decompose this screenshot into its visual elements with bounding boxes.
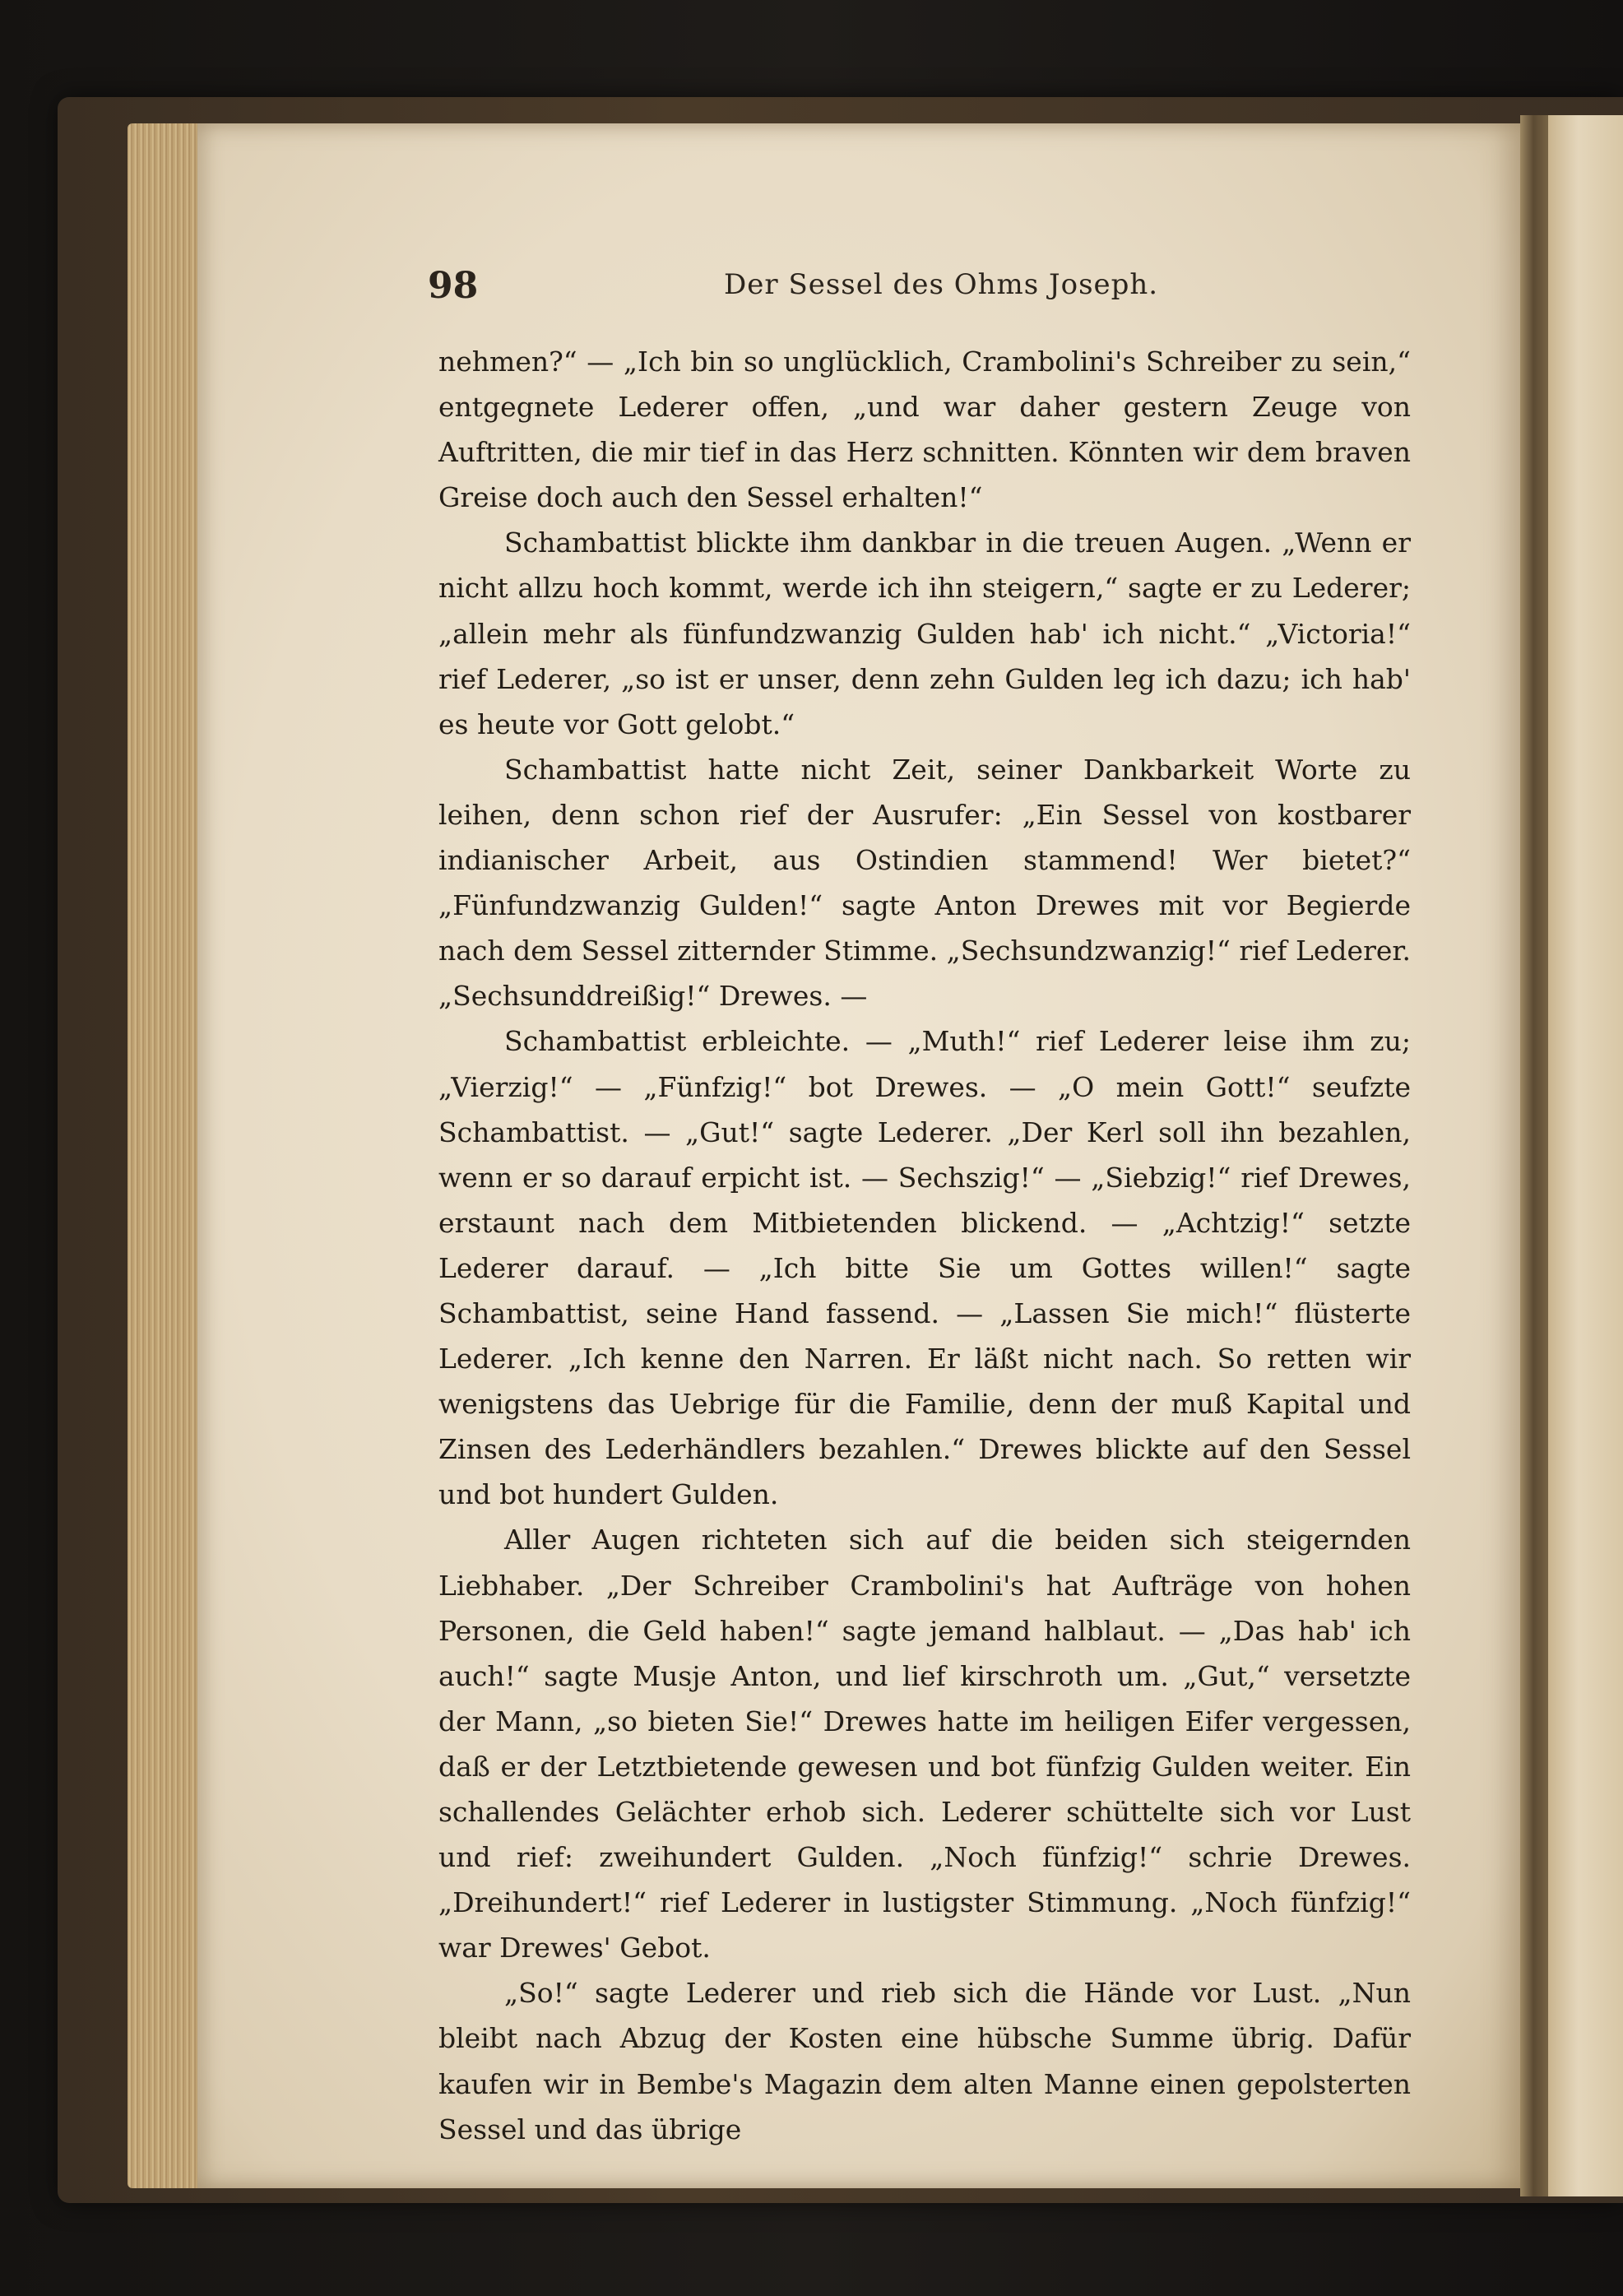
paragraph: Schambattist hatte nicht Zeit, seiner Dankbarkeit Worte zu leihen, denn schon rief der Ausrufer: „Ein Sessel von kostbarer indianischer Arbeit, aus Ostindien stammend! Wer bietet?“ „Fünfundzwanzig Gulden!“ sagte Anton Drewes mit vor Begierde nach dem Sessel zitternder Stimme. „Sechsundzwanzig!“ rief Lederer. „Sechsunddreißig!“ Drewes. — (438, 753, 1412, 1013)
facing-page-edge (1548, 115, 1623, 2196)
paragraph: Schambattist erbleichte. — „Muth!“ rief Lederer leise ihm zu; „Vierzig!“ — „Fünfzig!“ bot Drewes. — „O mein Gott!“ seufzte Schambattist. — „Gut!“ sagte Lederer. „Der Kerl soll ihn bezahlen, wenn er so darauf erpicht ist. — Sechszig!“ — „Siebzig!“ rief Drewes, erstaunt nach dem Mitbietenden blickend. — „Achtzig!“ setzte Lederer darauf. — „Ich bitte Sie um Gottes willen!“ sagte Schambattist, seine Hand fassend. — „Lassen Sie mich!“ flüsterte Lederer. „Ich kenne den Narren. Er läßt nicht nach. So retten wir wenigstens das Uebrige für die Familie, denn der muß Kapital und Zinsen des Lederhändlers bezahlen.“ Drewes blickte auf den Sessel und bot hundert Gulden. (438, 1025, 1411, 1511)
paragraph: „So!“ sagte Lederer und rieb sich die Hände vor Lust. „Nun bleibt nach Abzug der Kosten eine hübsche Summe übrig. Dafür kaufen wir in Bembe's Magazin dem alten Manne einen gepolsterten Sessel und das übrige (438, 1977, 1411, 2145)
paragraph: Schambattist blickte ihm dankbar in die treuen Augen. „Wenn er nicht allzu hoch kommt, werde ich ihn steigern,“ sagte er zu Lederer; „allein mehr als fünfundzwanzig Gulden hab' ich nicht.“ „Victoria!“ rief Lederer, „so ist er unser, denn zehn Gulden leg ich dazu; ich hab' es heute vor Gott gelobt.“ (438, 526, 1411, 740)
book-gutter (1520, 115, 1550, 2196)
running-title: Der Sessel des Ohms Joseph. (724, 268, 1159, 301)
body-text (438, 339, 1411, 2152)
page-edges (128, 123, 203, 2188)
page-number: 98 (428, 265, 479, 307)
paragraph: nehmen?“ — „Ich bin so unglücklich, Crambolini's Schreiber zu sein,“ entgegnete Lederer offen, „und war daher gestern Zeuge von Auftritten, die mir tief in das Herz schnitten. Könnten wir dem braven Greise doch auch den Sessel erhalten!“ (438, 346, 1411, 514)
paragraph: Aller Augen richteten sich auf die beiden sich steigernden Liebhaber. „Der Schreiber Crambolini's hat Aufträge von hohen Personen, die Geld haben!“ sagte jemand halblaut. — „Das hab' ich auch!“ sagte Musje Anton, und lief kirschroth um. „Gut,“ versetzte der Mann, „so bieten Sie!“ Drewes hatte im heiligen Eifer vergessen, daß er der Letztbietende gewesen und bot fünfzig Gulden weiter. Ein schallendes Gelächter erhob sich. Lederer schüttelte sich vor Lust und rief: zweihundert Gulden. „Noch fünfzig!“ schrie Drewes. „Dreihundert!“ rief Lederer in lustigster Stimmung. „Noch fünfzig!“ war Drewes' Gebot. (438, 1524, 1411, 1964)
page-header (428, 265, 1398, 322)
